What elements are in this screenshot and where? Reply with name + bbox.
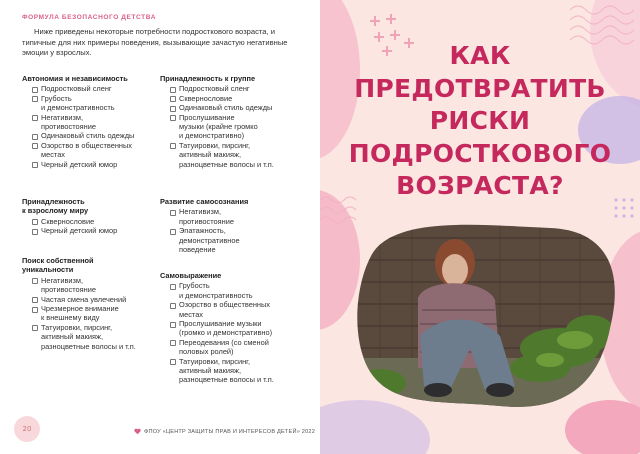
list-item: Озорство в общественных местах	[170, 300, 300, 319]
title-line: ВОЗРАСТА?	[396, 171, 564, 200]
section-title: Самовыражение	[160, 271, 222, 280]
title-line: КАК	[449, 41, 511, 70]
heart-logo-icon	[134, 428, 141, 435]
title-line: ПОДРОСТКОВОГО	[348, 138, 612, 168]
list-item: Черный детский юмор	[32, 160, 162, 169]
list-item: Негативизм, противостояние	[32, 276, 162, 295]
behavior-list	[160, 281, 300, 384]
section-adult-world	[22, 197, 162, 236]
section-self-expression	[160, 271, 300, 385]
list-item: Переодевания (со сменой половых ролей)	[170, 338, 300, 357]
teenager-sitting-photo	[350, 218, 618, 408]
section-autonomy	[22, 74, 162, 169]
behavior-list	[22, 276, 162, 351]
page-number: 20	[22, 425, 32, 433]
intro-paragraph: Ниже приведены некоторые потребности подросткового возраста, и типичные для них примеры поведения, вызывающие зачастую негативные эмоции у взрослых.	[22, 27, 288, 58]
list-item: Сквернословие	[170, 94, 300, 103]
list-item: Грубость и демонстративность	[32, 94, 162, 113]
list-item: Одинаковый стиль одежды	[32, 131, 162, 140]
list-item: Озорство в общественных местах	[32, 141, 162, 160]
list-item: Подростковый сленг	[32, 84, 162, 93]
behavior-list	[160, 84, 300, 169]
section-group	[160, 74, 300, 169]
section-title: Принадлежность к группе	[160, 74, 256, 83]
list-item: Одинаковый стиль одежды	[170, 103, 300, 112]
list-item: Сквернословие	[32, 217, 162, 226]
list-item: Чрезмерное внимание к внешнему виду	[32, 304, 162, 323]
page-number-badge	[14, 416, 40, 442]
section-title: Поиск собственной уникальности	[22, 256, 94, 275]
list-item: Татуировки, пирсинг, активный макияж, разноцветные волосы и т.п.	[32, 323, 162, 351]
page-title	[320, 40, 640, 203]
behavior-list	[22, 217, 162, 236]
list-item: Негативизм, противостояние	[170, 207, 300, 226]
section-uniqueness	[22, 256, 162, 351]
section-title: Развитие самосознания	[160, 197, 249, 206]
list-item: Прослушивание музыки (громко и демонстративно)	[170, 319, 300, 338]
list-item: Частая смена увлечений	[32, 295, 162, 304]
right-page	[320, 0, 640, 454]
section-title: Принадлежность к взрослому миру	[22, 197, 89, 216]
list-item: Прослушивание музыки (крайне громко и демонстративно)	[170, 113, 300, 141]
list-item: Подростковый сленг	[170, 84, 300, 93]
title-line: ПРЕДОТВРАТИТЬ	[354, 73, 606, 103]
list-item: Черный детский юмор	[32, 226, 162, 235]
list-item: Грубость и демонстративность	[170, 281, 300, 300]
footer-text: ФПОУ «ЦЕНТР ЗАЩИТЫ ПРАВ И ИНТЕРЕСОВ ДЕТЕЙ» 2022	[144, 428, 316, 435]
list-item: Татуировки, пирсинг, активный макияж, разноцветные волосы и т.п.	[170, 141, 300, 169]
footer	[134, 428, 315, 435]
title-line: РИСКИ	[429, 106, 531, 135]
section-title: Автономия и независимость	[22, 74, 128, 83]
list-item: Эпатажность, демонстративное поведение	[170, 226, 300, 254]
section-self-awareness	[160, 197, 300, 254]
list-item: Татуировки, пирсинг, активный макияж, разноцветные волосы и т.п.	[170, 357, 300, 385]
list-item: Негативизм, противостояние	[32, 113, 162, 132]
behavior-list	[160, 207, 300, 254]
running-header: ФОРМУЛА БЕЗОПАСНОГО ДЕТСТВА	[22, 14, 156, 21]
behavior-list	[22, 84, 162, 169]
